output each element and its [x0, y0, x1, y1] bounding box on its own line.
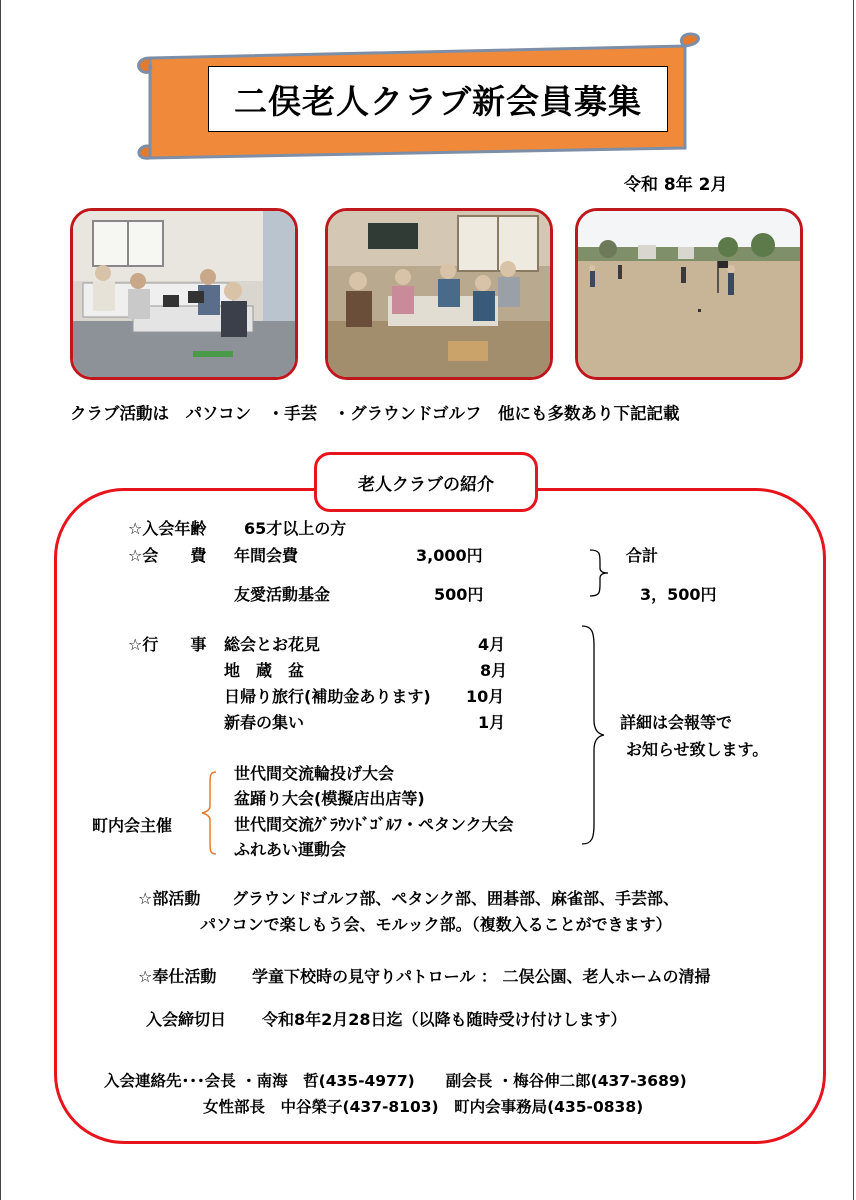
photo-handicraft-class	[325, 208, 553, 380]
age-value: 65才以上の方	[244, 519, 347, 538]
events-label: ☆行 事	[128, 635, 207, 654]
event-month: 8月	[480, 661, 508, 680]
event-month: 1月	[478, 713, 506, 732]
total-value: 3，500円	[640, 585, 717, 604]
town-event: 世代間交流ｸﾞﾗｳﾝﾄﾞｺﾞﾙﾌ・ペタンク大会	[234, 815, 514, 834]
clubs-label: ☆部活動	[138, 889, 201, 908]
annual-fee-value: 3,000円	[416, 546, 483, 565]
age-label: ☆入会年齢	[128, 519, 207, 538]
deadline-text: 令和8年2月28日迄（以降も随時受け付けします）	[262, 1010, 627, 1029]
event-month: 4月	[478, 635, 506, 654]
page-title: 二俣老人クラブ新会員募集	[208, 66, 668, 132]
events-note-line2: お知らせ致します。	[626, 740, 769, 759]
town-event: 世代間交流輪投げ大会	[234, 764, 395, 783]
town-event: 盆踊り大会(模擬店出店等)	[234, 789, 425, 808]
event-month: 10月	[466, 687, 505, 706]
volunteer-text: 学童下校時の見守りパトロール ： 二俣公園、老人ホームの清掃	[252, 967, 711, 986]
event-name: 総会とお花見	[224, 635, 321, 654]
event-name: 新春の集い	[224, 713, 305, 732]
events-note-line1: 詳細は会報等で	[620, 713, 733, 732]
intro-heading: 老人クラブの紹介	[314, 452, 538, 512]
deadline-label: 入会締切日	[146, 1010, 227, 1029]
fund-value: 500円	[434, 585, 484, 604]
contact-line2: 女性部長 中谷榮子(437-8103) 町内会事務局(435-0838)	[203, 1098, 644, 1116]
computer-class-image	[73, 211, 295, 377]
ground-golf-image	[578, 211, 800, 377]
town-association-label: 町内会主催	[92, 816, 173, 835]
annual-fee-label: 年間会費	[234, 546, 299, 565]
town-event: ふれあい運動会	[234, 840, 347, 859]
photo-computer-class	[70, 208, 298, 380]
clubs-line2: パソコンで楽しもう会、モルック部。（複数入ることができます）	[200, 915, 672, 934]
total-label: 合計	[626, 546, 659, 565]
volunteer-label: ☆奉仕活動	[138, 967, 217, 986]
fee-total-brace	[588, 548, 612, 598]
event-name: 日帰り旅行(補助金あります)	[224, 687, 431, 706]
issue-date: 令和 8年 2月	[624, 175, 728, 195]
fund-label: 友愛活動基金	[234, 585, 331, 604]
contact-line1: 入会連絡先･･･会長 ・南海 哲(435-4977) 副会長 ・梅谷伸二郎(437-3689)	[104, 1072, 687, 1090]
clubs-line1: グラウンドゴルフ部、ペタンク部、囲碁部、麻雀部、手芸部、	[232, 889, 680, 908]
event-name: 地 蔵 盆	[224, 661, 305, 680]
events-brace	[578, 624, 608, 846]
fee-label: ☆会 費	[128, 546, 207, 565]
photo-ground-golf	[575, 208, 803, 380]
town-events-bracket	[198, 770, 220, 856]
activities-summary: クラブ活動は パソコン ・手芸 ・グラウンドゴルフ 他にも多数あり下記記載	[70, 404, 680, 423]
handicraft-class-image	[328, 211, 550, 377]
